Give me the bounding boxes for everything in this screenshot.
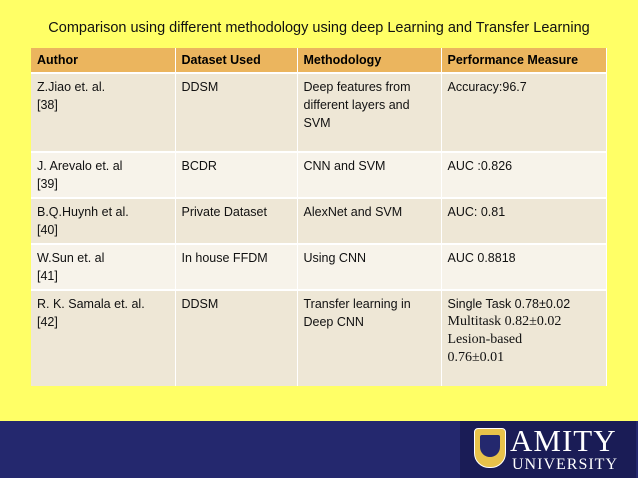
author-name: J. Arevalo et. al bbox=[37, 159, 123, 173]
performance-line: Single Task 0.78±0.02 bbox=[447, 297, 571, 311]
method-line: Transfer learning in bbox=[303, 297, 411, 311]
author-ref: [38] bbox=[37, 98, 58, 112]
table-row bbox=[31, 244, 606, 290]
author-name: Z.Jiao et. al. bbox=[37, 80, 106, 94]
cell-dataset bbox=[175, 290, 297, 386]
dataset-text: Private Dataset bbox=[181, 205, 267, 219]
cell-author bbox=[31, 152, 175, 198]
cell-methodology bbox=[297, 244, 441, 290]
method-line: Using CNN bbox=[303, 251, 367, 265]
slide-title: Comparison using different methodology using deep Learning and Transfer Learning bbox=[48, 20, 590, 36]
table-row bbox=[31, 290, 606, 386]
brand-name: AMITY bbox=[510, 423, 617, 458]
header-methodology: Methodology bbox=[297, 48, 441, 73]
cell-methodology bbox=[297, 198, 441, 244]
performance-line: Lesion-based bbox=[447, 332, 523, 347]
cell-dataset bbox=[175, 73, 297, 152]
brand-subtitle: UNIVERSITY bbox=[512, 456, 618, 473]
method-line: Deep features from bbox=[303, 80, 411, 94]
dataset-text: DDSM bbox=[181, 297, 219, 311]
method-line: AlexNet and SVM bbox=[303, 205, 403, 219]
table-header-row bbox=[31, 48, 606, 73]
author-name: B.Q.Huynh et al. bbox=[37, 205, 129, 219]
author-name: W.Sun et. al bbox=[37, 251, 105, 265]
cell-performance bbox=[441, 244, 606, 290]
header-performance: Performance Measure bbox=[441, 48, 606, 73]
author-ref: [42] bbox=[37, 315, 58, 329]
cell-performance bbox=[441, 198, 606, 244]
author-ref: [39] bbox=[37, 177, 58, 191]
header-dataset: Dataset Used bbox=[175, 48, 297, 73]
author-ref: [40] bbox=[37, 223, 58, 237]
header-author: Author bbox=[31, 48, 175, 73]
amity-logo bbox=[460, 421, 636, 478]
performance-line: AUC: 0.81 bbox=[447, 205, 506, 219]
dataset-text: BCDR bbox=[181, 159, 217, 173]
dataset-text: DDSM bbox=[181, 80, 219, 94]
cell-dataset bbox=[175, 198, 297, 244]
crest-inner bbox=[480, 435, 500, 457]
cell-methodology bbox=[297, 152, 441, 198]
method-line: CNN and SVM bbox=[303, 159, 386, 173]
cell-dataset bbox=[175, 244, 297, 290]
comparison-table bbox=[31, 48, 607, 386]
cell-author bbox=[31, 290, 175, 386]
cell-author bbox=[31, 244, 175, 290]
table-row bbox=[31, 198, 606, 244]
performance-line: AUC :0.826 bbox=[447, 159, 513, 173]
cell-performance bbox=[441, 290, 606, 386]
performance-line: 0.76±0.01 bbox=[447, 350, 505, 365]
method-line: different layers and bbox=[303, 98, 410, 112]
table-row bbox=[31, 73, 606, 152]
cell-methodology bbox=[297, 290, 441, 386]
dataset-text: In house FFDM bbox=[181, 251, 268, 265]
cell-dataset bbox=[175, 152, 297, 198]
author-name: R. K. Samala et. al. bbox=[37, 297, 145, 311]
author-ref: [41] bbox=[37, 269, 58, 283]
crest-icon bbox=[474, 428, 506, 468]
cell-performance bbox=[441, 73, 606, 152]
cell-performance bbox=[441, 152, 606, 198]
performance-line: Multitask 0.82±0.02 bbox=[447, 314, 562, 329]
cell-author bbox=[31, 198, 175, 244]
performance-line: Accuracy:96.7 bbox=[447, 80, 527, 94]
cell-author bbox=[31, 73, 175, 152]
performance-line: AUC 0.8818 bbox=[447, 251, 516, 265]
method-line: SVM bbox=[303, 116, 331, 130]
table-row bbox=[31, 152, 606, 198]
method-line: Deep CNN bbox=[303, 315, 364, 329]
cell-methodology bbox=[297, 73, 441, 152]
